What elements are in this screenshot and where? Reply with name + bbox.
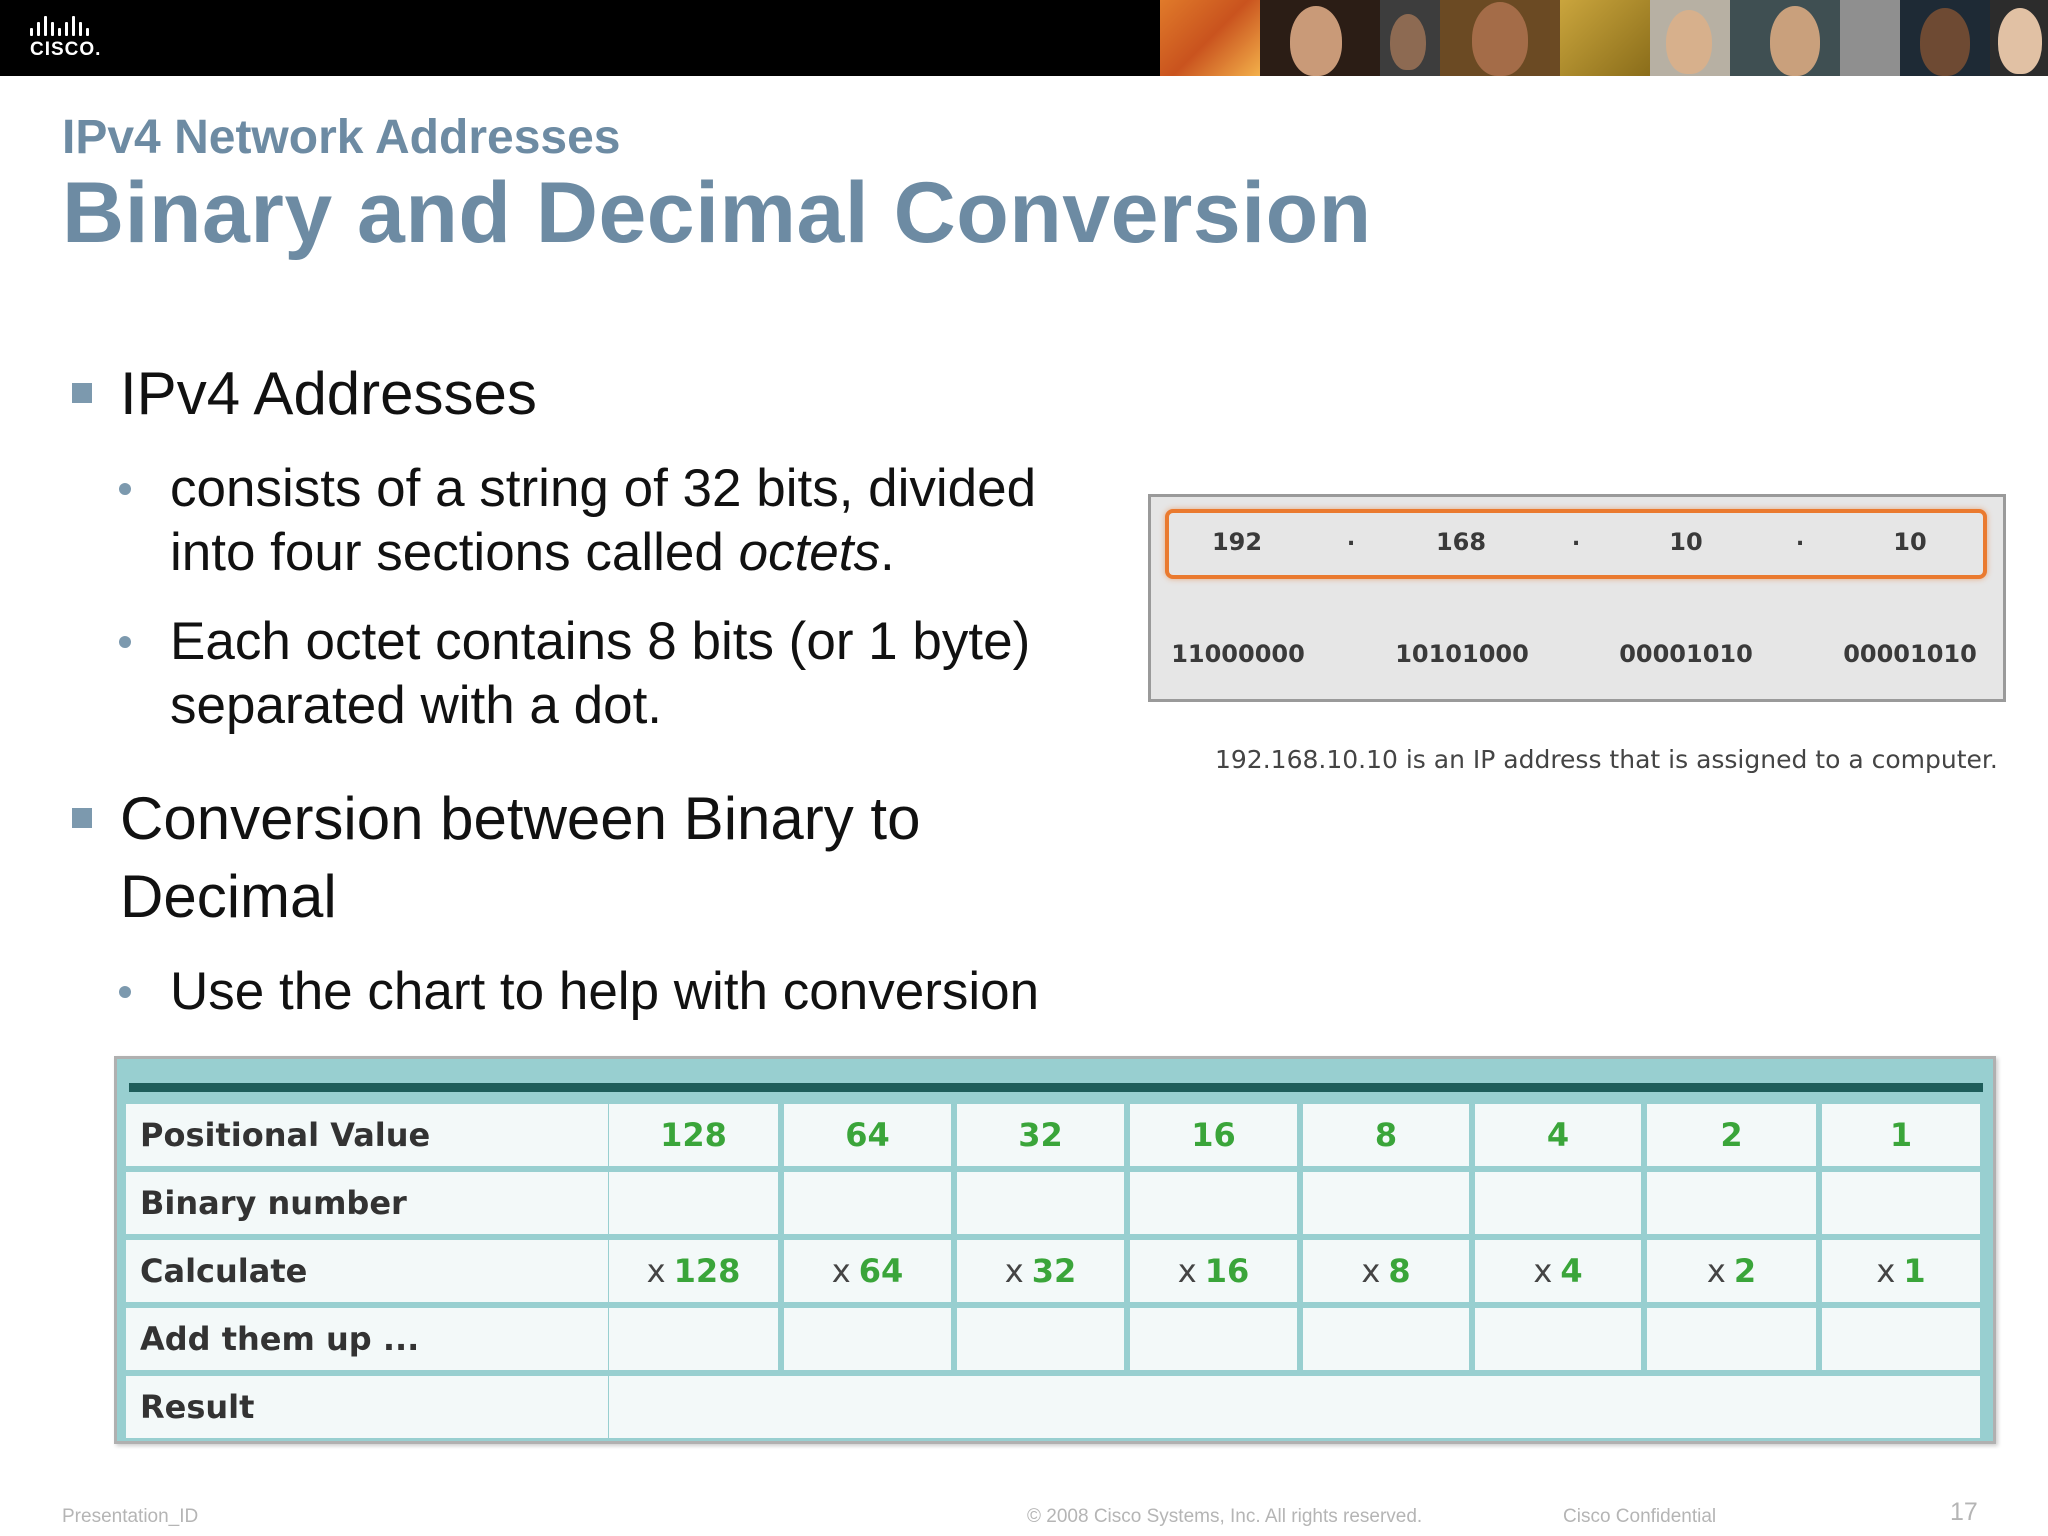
- ip-binary-octet: 00001010: [1619, 640, 1753, 668]
- calculate-cell: [784, 1240, 951, 1302]
- binary-input-cell: [1303, 1172, 1469, 1234]
- calculate-value: 32: [1031, 1252, 1077, 1290]
- multiply-sign: x: [1706, 1252, 1726, 1290]
- conversion-chart: [114, 1056, 1996, 1444]
- result-cell: [609, 1376, 1980, 1438]
- table-row-label: Positional Value: [126, 1104, 608, 1166]
- bullet-octet-line2: separated with a dot.: [170, 676, 663, 735]
- binary-input-cell: [957, 1172, 1124, 1234]
- sum-cell: [1647, 1308, 1816, 1370]
- ip-figure-caption: 192.168.10.10 is an IP address that is assigned to a computer.: [1215, 745, 1998, 774]
- page-number: 17: [1950, 1498, 1978, 1526]
- sum-cell: [609, 1308, 778, 1370]
- bullet-square-icon: [72, 808, 92, 828]
- ip-dot: .: [1795, 526, 1805, 551]
- ip-decimal-octet: 168: [1435, 528, 1487, 556]
- bullet-square-icon: [72, 383, 92, 403]
- table-row-label: Calculate: [126, 1240, 608, 1302]
- footer-presentation-id: Presentation_ID: [62, 1506, 199, 1527]
- multiply-sign: x: [1004, 1252, 1024, 1290]
- ip-binary-octet: 10101000: [1395, 640, 1529, 668]
- binary-input-cell: [1130, 1172, 1297, 1234]
- calculate-cell: [1130, 1240, 1297, 1302]
- slide-subtitle: IPv4 Network Addresses: [62, 111, 621, 164]
- cisco-logo-bars-icon: [30, 14, 120, 36]
- calculate-cell: [957, 1240, 1124, 1302]
- sum-cell: [1303, 1308, 1469, 1370]
- bullet-32-bits-line2: into four sections called octets.: [170, 523, 895, 582]
- bullet-conversion-line1: Conversion between Binary to: [120, 785, 921, 852]
- multiply-sign: x: [1177, 1252, 1197, 1290]
- positional-value-cell: 32: [957, 1104, 1124, 1166]
- bullet-use-chart: Use the chart to help with conversion: [170, 962, 1040, 1021]
- binary-input-cell: [784, 1172, 951, 1234]
- calculate-value: 4: [1560, 1252, 1583, 1290]
- cisco-logo-text: CISCO.: [30, 39, 102, 60]
- calculate-value: 64: [858, 1252, 904, 1290]
- ip-binary-octet: 11000000: [1171, 640, 1305, 668]
- positional-value-cell: 2: [1647, 1104, 1816, 1166]
- octets-term: octets: [738, 523, 880, 582]
- positional-value-cell: 128: [609, 1104, 778, 1166]
- sum-cell: [957, 1308, 1124, 1370]
- bullet-dot-icon: [119, 636, 131, 648]
- bullet-ipv4-addresses: IPv4 Addresses: [120, 360, 537, 427]
- photo-collage-icon: [1160, 0, 2048, 76]
- slide-title: Binary and Decimal Conversion: [62, 165, 1372, 261]
- ip-dot: .: [1571, 526, 1581, 551]
- multiply-sign: x: [1876, 1252, 1896, 1290]
- bullet-conversion-line2: Decimal: [120, 863, 337, 930]
- table-row-label: Add them up ...: [126, 1308, 608, 1370]
- bullet-32-bits-line1: consists of a string of 32 bits, divided: [170, 459, 1037, 518]
- sum-cell: [784, 1308, 951, 1370]
- sum-cell: [1822, 1308, 1980, 1370]
- calculate-value: 2: [1733, 1252, 1757, 1290]
- chart-top-rule: [129, 1083, 1983, 1092]
- sum-cell: [1475, 1308, 1641, 1370]
- sum-cell: [1130, 1308, 1297, 1370]
- calculate-value: 128: [673, 1252, 741, 1290]
- positional-value-cell: 64: [784, 1104, 951, 1166]
- binary-input-cell: [609, 1172, 778, 1234]
- header-bar: [0, 0, 2048, 76]
- calculate-value: 1: [1903, 1252, 1926, 1290]
- bullet-octet-line1: Each octet contains 8 bits (or 1 byte): [170, 612, 1031, 671]
- multiply-sign: x: [646, 1252, 666, 1290]
- multiply-sign: x: [1361, 1252, 1381, 1290]
- calculate-cell: [1647, 1240, 1816, 1302]
- bullet-dot-icon: [119, 483, 131, 495]
- binary-input-cell: [1822, 1172, 1980, 1234]
- calculate-cell: [609, 1240, 778, 1302]
- ip-decimal-octet: 10: [1669, 528, 1703, 556]
- table-row-label: Result: [126, 1376, 608, 1438]
- binary-input-cell: [1647, 1172, 1816, 1234]
- multiply-sign: x: [1533, 1252, 1553, 1290]
- positional-value-cell: 8: [1303, 1104, 1469, 1166]
- footer-confidential: Cisco Confidential: [1563, 1506, 1717, 1527]
- multiply-sign: x: [831, 1252, 851, 1290]
- ip-decimal-octet: 10: [1893, 528, 1927, 556]
- calculate-value: 8: [1388, 1252, 1411, 1290]
- calculate-cell: [1303, 1240, 1469, 1302]
- bullet-dot-icon: [119, 986, 131, 998]
- ip-dot: .: [1346, 526, 1356, 551]
- calculate-cell: [1822, 1240, 1980, 1302]
- positional-value-cell: 16: [1130, 1104, 1297, 1166]
- cisco-logo: [30, 14, 120, 64]
- ip-binary-octet: 00001010: [1843, 640, 1977, 668]
- calculate-cell: [1475, 1240, 1641, 1302]
- table-row-label: Binary number: [126, 1172, 608, 1234]
- binary-input-cell: [1475, 1172, 1641, 1234]
- positional-value-cell: 4: [1475, 1104, 1641, 1166]
- footer-copyright: © 2008 Cisco Systems, Inc. All rights reserved.: [1027, 1506, 1423, 1527]
- calculate-value: 16: [1204, 1252, 1250, 1290]
- ip-decimal-octet: 192: [1211, 528, 1263, 556]
- positional-value-cell: 1: [1822, 1104, 1980, 1166]
